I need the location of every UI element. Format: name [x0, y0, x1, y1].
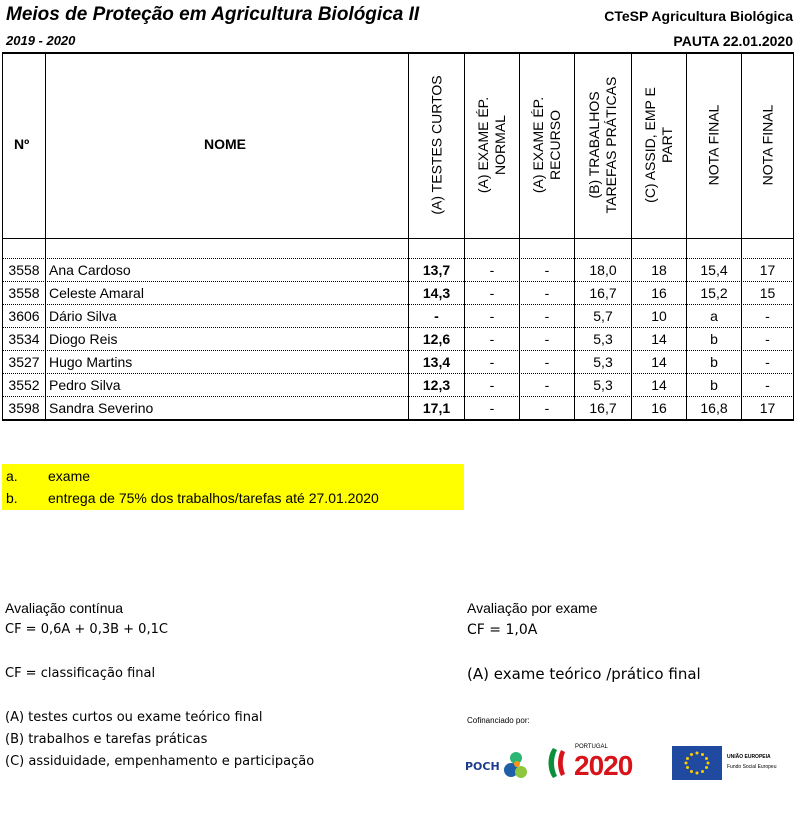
cell-nota-final-2: - [765, 354, 770, 370]
cell-testes-curtos: 13,4 [422, 354, 451, 370]
cell-name: Diogo Reis [49, 331, 118, 347]
cell-num: 3598 [8, 400, 40, 416]
cell-nota-final-2: - [765, 377, 770, 393]
cell-assiduidade: 14 [651, 377, 667, 393]
cell-exame-normal: - [489, 262, 495, 278]
cell-exame-recurso: - [544, 400, 550, 416]
cell-assiduidade: 16 [651, 285, 667, 301]
column-border [45, 52, 46, 421]
cell-trabalhos: 5,7 [593, 308, 613, 324]
cell-exame-normal: - [489, 400, 495, 416]
cell-trabalhos: 18,0 [589, 262, 617, 278]
cell-num: 3534 [8, 331, 40, 347]
cell-exame-normal: - [489, 331, 495, 347]
cell-exame-normal: - [489, 354, 495, 370]
header-exame-normal: (A) EXAME ÉP. NORMAL [475, 96, 508, 194]
cell-testes-curtos: 17,1 [422, 400, 451, 416]
cell-trabalhos: 16,7 [589, 400, 617, 416]
cell-exame-recurso: - [544, 308, 550, 324]
cell-name: Dário Silva [49, 308, 117, 324]
poch-emblem-icon [503, 750, 529, 782]
cell-name: Sandra Severino [49, 400, 154, 416]
component-c: (C) assiduidade, empenhamento e participação [5, 754, 315, 769]
pauta-date: PAUTA 22.01.2020 [673, 33, 793, 49]
cell-exame-recurso: - [544, 285, 550, 301]
cell-num: 3558 [8, 285, 40, 301]
cell-nota-final-1: 15,2 [700, 285, 728, 301]
cell-nota-final-1: b [710, 377, 718, 393]
cell-trabalhos: 5,3 [593, 331, 613, 347]
cell-exame-normal: - [489, 308, 495, 324]
component-b: (B) trabalhos e tarefas práticas [5, 732, 208, 747]
cell-nota-final-2: - [765, 331, 770, 347]
cf-definition: CF = classificação final [5, 666, 156, 681]
cell-trabalhos: 5,3 [593, 377, 613, 393]
cell-nota-final-2: - [765, 308, 770, 324]
cell-nota-final-1: b [710, 354, 718, 370]
cell-trabalhos: 16,7 [589, 285, 617, 301]
cell-assiduidade: 18 [651, 262, 667, 278]
cell-num: 3558 [8, 262, 40, 278]
course-name: CTeSP Agricultura Biológica [604, 8, 793, 24]
header-nota-final-2: NOTA FINAL [759, 104, 775, 186]
cell-num: 3527 [8, 354, 40, 370]
header-testes-curtos: (A) TESTES CURTOS [428, 75, 444, 215]
component-a: (A) testes curtos ou exame teórico final [5, 710, 263, 725]
header-name: NOME [204, 136, 246, 152]
cell-nota-final-1: 15,4 [700, 262, 728, 278]
continuous-formula: CF = 0,6A + 0,3B + 0,1C [5, 622, 168, 637]
header-trabalhos: (B) TRABALHOS TAREFAS PRÁTICAS [586, 76, 619, 214]
cell-testes-curtos: - [434, 308, 439, 324]
cell-name: Celeste Amaral [49, 285, 144, 301]
cell-exame-recurso: - [544, 331, 550, 347]
notes-box: a. exame b. entrega de 75% dos trabalhos/tarefas até 27.01.2020 [2, 464, 464, 510]
portugal-2020-emblem-icon [547, 746, 573, 780]
cell-assiduidade: 10 [651, 308, 667, 324]
cell-nota-final-2: 15 [759, 285, 776, 301]
cell-num: 3552 [8, 377, 40, 393]
portugal-2020-logo: PORTUGAL 2020 [547, 744, 657, 784]
cell-exame-recurso: - [544, 262, 550, 278]
cell-assiduidade: 14 [651, 331, 667, 347]
header-num: Nº [14, 136, 30, 152]
academic-year: 2019 - 2020 [6, 33, 76, 48]
cell-testes-curtos: 12,6 [422, 331, 451, 347]
header-bottom-border [2, 238, 794, 239]
cell-testes-curtos: 14,3 [422, 285, 451, 301]
document-title: Meios de Proteção em Agricultura Biológica II [6, 4, 420, 25]
cell-nota-final-2: 17 [759, 400, 776, 416]
eu-logo: UNIÃO EUROPEIA Fundo Social Europeu [672, 746, 782, 782]
grades-table [2, 52, 794, 422]
header-assiduidade: (C) ASSID, EMP E PART [642, 87, 675, 203]
cell-exame-normal: - [489, 285, 495, 301]
cell-num: 3606 [8, 308, 40, 324]
cell-assiduidade: 16 [651, 400, 667, 416]
funding-label: Cofinanciado por: [467, 716, 530, 725]
cell-name: Pedro Silva [49, 377, 121, 393]
cell-nota-final-1: a [710, 308, 718, 324]
cell-testes-curtos: 12,3 [422, 377, 451, 393]
poch-logo: POCH [465, 748, 529, 784]
cell-exame-normal: - [489, 377, 495, 393]
cell-testes-curtos: 13,7 [422, 262, 451, 278]
eu-flag-icon [672, 746, 722, 780]
cell-nota-final-1: 16,8 [700, 400, 728, 416]
cell-exame-recurso: - [544, 377, 550, 393]
cell-assiduidade: 14 [651, 354, 667, 370]
header-nota-final-1: NOTA FINAL [705, 104, 722, 186]
cell-name: Ana Cardoso [49, 262, 131, 278]
cell-trabalhos: 5,3 [593, 354, 613, 370]
exam-formula: CF = 1,0A [467, 622, 538, 638]
cell-nota-final-2: 17 [759, 262, 776, 278]
column-border [793, 52, 794, 421]
cell-name: Hugo Martins [49, 354, 133, 370]
continuous-title: Avaliação contínua [5, 600, 124, 616]
cell-exame-recurso: - [544, 354, 550, 370]
cell-nota-final-1: b [710, 331, 718, 347]
header-exame-recurso: (A) EXAME ÉP. RECURSO [530, 96, 563, 194]
exam-component-a: (A) exame teórico /prático final [467, 665, 701, 683]
exam-title: Avaliação por exame [467, 600, 598, 616]
